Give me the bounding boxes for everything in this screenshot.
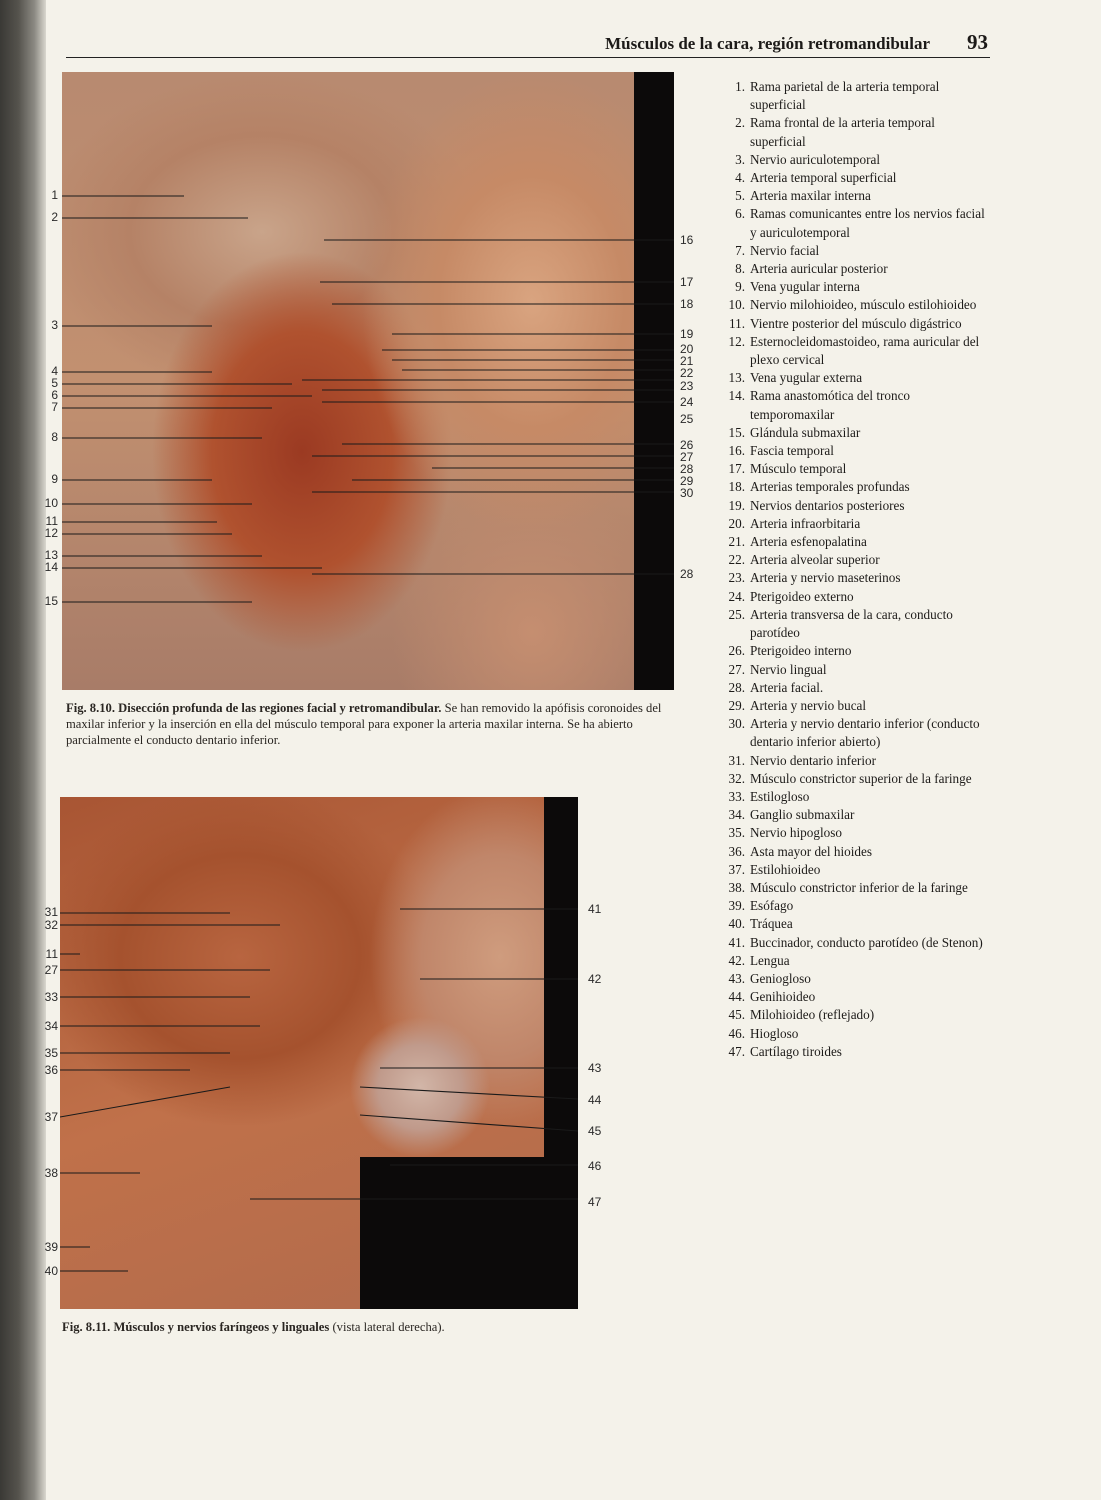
legend-item: 32. Músculo constrictor superior de la faringe bbox=[728, 770, 972, 786]
fig1-label-29: 29 bbox=[680, 474, 694, 488]
legend-item: 30. Arteria y nervio dentario inferior (conducto dentario inferior abierto) bbox=[728, 716, 980, 750]
figure-8-10-leader-lines bbox=[62, 72, 674, 690]
legend-item: 42. Lengua bbox=[728, 952, 790, 968]
fig2-label-11: 11 bbox=[45, 947, 58, 961]
fig1-label-25: 25 bbox=[680, 412, 694, 426]
figure-8-11-caption-text: (vista lateral derecha). bbox=[332, 1320, 445, 1334]
figure-8-10-caption bbox=[66, 700, 670, 748]
fig1-label-11: 11 bbox=[45, 514, 58, 528]
fig1-label-8: 8 bbox=[51, 430, 58, 444]
legend-item: 33. Estilogloso bbox=[728, 788, 810, 804]
fig2-label-31: 31 bbox=[44, 905, 58, 919]
figure-8-11-label: Fig. 8.11. bbox=[62, 1320, 111, 1334]
figure-8-10-label: Fig. 8.10. bbox=[66, 701, 115, 715]
fig1-label-14: 14 bbox=[44, 560, 58, 574]
legend-item: 41. Buccinador, conducto parotídeo (de Stenon) bbox=[728, 934, 983, 950]
fig1-label-3: 3 bbox=[51, 318, 58, 332]
legend-item: 29. Arteria y nervio bucal bbox=[728, 697, 867, 713]
legend-item: 5. Arteria maxilar interna bbox=[735, 188, 871, 204]
fig2-label-36: 36 bbox=[44, 1063, 58, 1077]
fig2-label-47: 47 bbox=[588, 1195, 602, 1209]
legend-item: 28. Arteria facial. bbox=[728, 679, 824, 695]
legend-item: 1. Rama parietal de la arteria temporal superficial bbox=[735, 79, 940, 113]
legend-item: 12. Esternocleidomastoideo, rama auricular del plexo cervical bbox=[728, 333, 980, 368]
fig1-label-21: 21 bbox=[680, 354, 694, 368]
legend-item: 35. Nervio hipogloso bbox=[728, 825, 842, 841]
legend-item: 24. Pterigoideo externo bbox=[728, 588, 854, 604]
running-title: Músculos de la cara, región retromandibular bbox=[605, 34, 930, 53]
fig2-label-45: 45 bbox=[588, 1124, 602, 1138]
fig2-label-33: 33 bbox=[44, 990, 58, 1004]
legend-item: 10. Nervio milohioideo, músculo estilohioideo bbox=[728, 297, 977, 313]
fig1-label-15: 15 bbox=[44, 594, 58, 608]
fig1-label-10: 10 bbox=[44, 496, 58, 510]
legend-item: 38. Músculo constrictor inferior de la faringe bbox=[728, 879, 968, 895]
legend-item: 4. Arteria temporal superficial bbox=[735, 170, 897, 186]
fig2-label-41: 41 bbox=[588, 902, 602, 916]
header-rule bbox=[66, 57, 990, 58]
fig2-label-37: 37 bbox=[44, 1110, 58, 1124]
legend-item: 21. Arteria esfenopalatina bbox=[728, 534, 867, 550]
fig1-label-22: 22 bbox=[680, 366, 694, 380]
fig1-label-9: 9 bbox=[51, 472, 58, 486]
fig1-label-1: 1 bbox=[51, 188, 58, 202]
legend-item: 26. Pterigoideo interno bbox=[728, 643, 852, 659]
legend-item: 15. Glándula submaxilar bbox=[728, 424, 861, 440]
figure-8-10-title: Disección profunda de las regiones facial y retromandibular. bbox=[118, 701, 442, 715]
legend-item: 46. Hiogloso bbox=[728, 1025, 799, 1041]
fig1-label-28b: 28 bbox=[680, 567, 694, 581]
fig2-label-43: 43 bbox=[588, 1061, 602, 1075]
fig2-label-38: 38 bbox=[44, 1166, 58, 1180]
legend-item: 23. Arteria y nervio maseterinos bbox=[728, 570, 901, 586]
running-header bbox=[66, 30, 990, 58]
fig1-label-12: 12 bbox=[44, 526, 58, 540]
legend-item: 39. Esófago bbox=[728, 898, 794, 914]
legend-item: 36. Asta mayor del hioides bbox=[728, 843, 872, 859]
legend-item: 9. Vena yugular interna bbox=[735, 279, 860, 295]
figure-8-11-title: Músculos y nervios faríngeos y linguales bbox=[113, 1320, 330, 1334]
legend-item: 13. Vena yugular externa bbox=[728, 370, 863, 386]
fig2-label-40: 40 bbox=[44, 1264, 58, 1278]
legend-item: 2. Rama frontal de la arteria temporal superficial bbox=[735, 115, 935, 149]
fig1-label-19: 19 bbox=[680, 327, 694, 341]
fig1-label-27: 27 bbox=[680, 450, 694, 464]
legend-item: 27. Nervio lingual bbox=[728, 661, 827, 677]
fig2-label-32: 32 bbox=[44, 918, 58, 932]
fig2-label-39: 39 bbox=[44, 1240, 58, 1254]
fig1-label-23: 23 bbox=[680, 379, 694, 393]
fig1-label-20: 20 bbox=[680, 342, 694, 356]
legend-list bbox=[720, 78, 988, 1061]
legend-item: 31. Nervio dentario inferior bbox=[728, 752, 876, 768]
legend-item: 34. Ganglio submaxilar bbox=[728, 807, 855, 823]
legend-item: 44. Genihioideo bbox=[728, 989, 816, 1005]
legend-item: 11. Vientre posterior del músculo digástrico bbox=[729, 315, 962, 331]
legend-item: 7. Nervio facial bbox=[735, 242, 820, 258]
fig1-label-4: 4 bbox=[51, 364, 58, 378]
legend-item: 40. Tráquea bbox=[728, 916, 793, 932]
fig1-label-17: 17 bbox=[680, 275, 694, 289]
legend-item: 37. Estilohioideo bbox=[728, 861, 821, 877]
legend-item: 19. Nervios dentarios posteriores bbox=[728, 497, 905, 513]
legend-item: 45. Milohioideo (reflejado) bbox=[728, 1007, 875, 1023]
fig1-label-5: 5 bbox=[51, 376, 58, 390]
fig1-label-2: 2 bbox=[51, 210, 58, 224]
figure-8-11-caption bbox=[62, 1319, 662, 1335]
legend-item: 47. Cartílago tiroides bbox=[728, 1043, 842, 1059]
figure-8-11-leader-lines bbox=[60, 797, 578, 1309]
fig1-label-16: 16 bbox=[680, 233, 694, 247]
fig1-label-13: 13 bbox=[44, 548, 58, 562]
fig1-label-18: 18 bbox=[680, 297, 694, 311]
legend-item: 16. Fascia temporal bbox=[728, 443, 834, 459]
figure-8-11-photo bbox=[60, 797, 578, 1309]
fig1-label-7: 7 bbox=[51, 400, 58, 414]
fig1-label-26: 26 bbox=[680, 438, 694, 452]
fig2-label-35: 35 bbox=[44, 1046, 58, 1060]
fig1-label-30: 30 bbox=[680, 486, 694, 500]
fig1-label-24: 24 bbox=[680, 395, 694, 409]
fig2-label-42: 42 bbox=[588, 972, 602, 986]
legend-item: 18. Arterias temporales profundas bbox=[728, 479, 910, 495]
legend-item: 3. Nervio auriculotemporal bbox=[735, 151, 880, 167]
legend-item: 8. Arteria auricular posterior bbox=[735, 261, 888, 277]
fig1-label-28a: 28 bbox=[680, 462, 694, 476]
legend-item: 22. Arteria alveolar superior bbox=[728, 552, 880, 568]
figure-8-10-caption-text: Se han removido la apófisis coronoides del maxilar inferior y la inserción en ella del músculo temporal para exponer la arteria maxilar interna. Se ha abierto parcialmente el conducto dentario inferior. bbox=[66, 701, 662, 747]
legend-item: 43. Geniogloso bbox=[728, 970, 811, 986]
legend-item: 25. Arteria transversa de la cara, conducto parotídeo bbox=[728, 606, 953, 641]
figure-8-10-photo bbox=[62, 72, 674, 690]
fig2-label-44: 44 bbox=[588, 1093, 602, 1107]
legend-item: 14. Rama anastomótica del tronco temporomaxilar bbox=[728, 388, 911, 422]
fig2-label-34: 34 bbox=[44, 1019, 58, 1033]
fig1-label-6: 6 bbox=[51, 388, 58, 402]
legend-item: 20. Arteria infraorbitaria bbox=[728, 515, 861, 531]
legend-item: 6. Ramas comunicantes entre los nervios facial y auriculotemporal bbox=[735, 206, 985, 240]
legend-item: 17. Músculo temporal bbox=[728, 461, 847, 477]
page-number: 93 bbox=[967, 30, 988, 54]
fig2-label-46: 46 bbox=[588, 1159, 602, 1173]
fig2-label-27: 27 bbox=[44, 963, 58, 977]
